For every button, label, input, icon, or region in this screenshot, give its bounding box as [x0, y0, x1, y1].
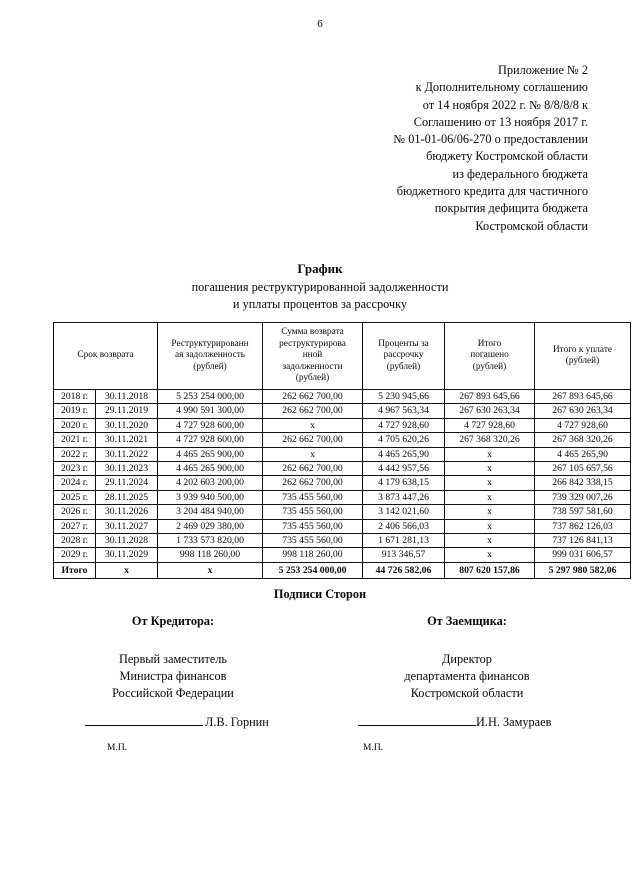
cell-total-payable: 737 126 841,13: [535, 534, 631, 548]
cell-year: 2018 г.: [54, 390, 96, 404]
cell-year: 2021 г.: [54, 433, 96, 447]
column-header-total-repaid-text: Итого погашено (рублей): [470, 338, 509, 372]
cell-date: 30.11.2028: [96, 534, 158, 548]
cell-date: 30.11.2023: [96, 462, 158, 476]
appendix-reference-block: [288, 62, 588, 235]
appendix-line: Приложение № 2: [497, 63, 588, 77]
cell-total-repaid: х: [445, 519, 535, 533]
borrower-role-line: Костромской области: [410, 686, 524, 700]
appendix-line: бюджетного кредита для частичного: [396, 184, 588, 199]
cell-interest: 5 230 945,66: [363, 390, 445, 404]
cell-restructured: 2 469 029 380,00: [158, 519, 263, 533]
creditor-signature-line: [85, 714, 269, 730]
table-body: [54, 390, 631, 579]
cell-interest: 3 142 021,60: [363, 505, 445, 519]
cell-total-repaid: х: [445, 505, 535, 519]
table-row: [54, 418, 631, 432]
table-header-row: [54, 323, 631, 390]
table-row: [54, 390, 631, 404]
table-row: [54, 433, 631, 447]
borrower-block: [352, 613, 582, 702]
cell-year: 2029 г.: [54, 548, 96, 562]
cell-restructured: 4 990 591 300,00: [158, 404, 263, 418]
cell-interest: 913 346,57: [363, 548, 445, 562]
cell-total-payable: 999 031 606,57: [535, 548, 631, 562]
table-total-row: [54, 562, 631, 578]
total-date: х: [96, 562, 158, 578]
borrower-signature-rule[interactable]: [358, 714, 476, 726]
cell-date: 29.11.2019: [96, 404, 158, 418]
total-interest: 44 726 582,06: [363, 562, 445, 578]
borrower-role-line: Директор: [442, 652, 492, 666]
subtitle-line: и уплаты процентов за рассрочку: [232, 297, 408, 311]
appendix-line: Костромской области: [475, 218, 588, 233]
subtitle-line: погашения реструктурированной задолженности: [191, 280, 449, 294]
table-row: [54, 462, 631, 476]
table-row: [54, 447, 631, 461]
appendix-line: от 14 ноября 2022 г. № 8/8/8/8 к: [422, 97, 588, 112]
cell-total-payable: 738 597 581,60: [535, 505, 631, 519]
cell-return-sum: 735 455 560,00: [263, 505, 363, 519]
column-header-total-payable: [535, 323, 631, 390]
cell-interest: 4 465 265,90: [363, 447, 445, 461]
cell-return-sum: 998 118 260,00: [263, 548, 363, 562]
creditor-block: [58, 613, 288, 702]
payment-schedule-table: [53, 322, 631, 579]
cell-restructured: 4 465 265 900,00: [158, 447, 263, 461]
column-header-restructured-text: Реструктурированн ая задолженность (рублей): [171, 338, 249, 372]
payment-schedule-table-wrap: [53, 322, 617, 579]
total-return-sum: 5 253 254 000,00: [263, 562, 363, 578]
cell-date: 30.11.2020: [96, 418, 158, 432]
cell-restructured: 1 733 573 820,00: [158, 534, 263, 548]
page-number: 6: [317, 18, 323, 30]
cell-total-repaid: х: [445, 462, 535, 476]
cell-year: 2019 г.: [54, 404, 96, 418]
table-row: [54, 548, 631, 562]
cell-total-payable: 267 368 320,26: [535, 433, 631, 447]
borrower-role: [352, 651, 582, 702]
cell-restructured: 4 202 603 200,00: [158, 476, 263, 490]
cell-year: 2020 г.: [54, 418, 96, 432]
total-payable: 5 297 980 582,06: [535, 562, 631, 578]
creditor-role-line: Министра финансов: [119, 669, 227, 683]
signatures-heading: Подписи Сторон: [273, 587, 367, 601]
creditor-role-line: Российской Федерации: [112, 686, 234, 700]
cell-total-repaid: 267 630 263,34: [445, 404, 535, 418]
document-subtitle: [0, 279, 640, 313]
column-header-restructured: [158, 323, 263, 390]
cell-interest: 4 727 928,60: [363, 418, 445, 432]
table-row: [54, 519, 631, 533]
cell-date: 30.11.2022: [96, 447, 158, 461]
cell-restructured: 4 465 265 900,00: [158, 462, 263, 476]
column-header-term: Срок возврата: [54, 323, 158, 390]
column-header-total-repaid: [445, 323, 535, 390]
appendix-line: из федерального бюджета: [452, 166, 588, 181]
appendix-line: № 01-01-06/06-270 о предоставлении: [393, 132, 588, 147]
cell-total-payable: 4 465 265,90: [535, 447, 631, 461]
cell-date: 30.11.2026: [96, 505, 158, 519]
cell-total-repaid: 267 893 645,66: [445, 390, 535, 404]
cell-return-sum: 262 662 700,00: [263, 476, 363, 490]
cell-date: 30.11.2027: [96, 519, 158, 533]
cell-restructured: 998 118 260,00: [158, 548, 263, 562]
cell-total-repaid: х: [445, 476, 535, 490]
cell-return-sum: 262 662 700,00: [263, 462, 363, 476]
cell-restructured: 4 727 928 600,00: [158, 418, 263, 432]
appendix-line: к Дополнительному соглашению: [415, 80, 588, 95]
cell-date: 30.11.2018: [96, 390, 158, 404]
cell-return-sum: 735 455 560,00: [263, 519, 363, 533]
table-row: [54, 404, 631, 418]
appendix-line: бюджету Костромской области: [426, 149, 588, 164]
cell-year: 2026 г.: [54, 505, 96, 519]
column-header-return-sum: [263, 323, 363, 390]
cell-interest: 4 442 957,56: [363, 462, 445, 476]
cell-date: 28.11.2025: [96, 490, 158, 504]
cell-total-repaid: х: [445, 534, 535, 548]
cell-interest: 4 705 620,26: [363, 433, 445, 447]
cell-year: 2027 г.: [54, 519, 96, 533]
cell-restructured: 4 727 928 600,00: [158, 433, 263, 447]
table-row: [54, 490, 631, 504]
column-header-total-payable-text: Итого к уплате (рублей): [552, 344, 613, 366]
cell-total-payable: 737 862 126,03: [535, 519, 631, 533]
cell-total-repaid: 267 368 320,26: [445, 433, 535, 447]
cell-interest: 4 967 563,34: [363, 404, 445, 418]
cell-total-repaid: 4 727 928,60: [445, 418, 535, 432]
total-repaid: 807 620 157,86: [445, 562, 535, 578]
creditor-role-line: Первый заместитель: [118, 652, 228, 666]
cell-total-payable: 266 842 338,15: [535, 476, 631, 490]
cell-total-payable: 4 727 928,60: [535, 418, 631, 432]
cell-restructured: 5 253 254 000,00: [158, 390, 263, 404]
cell-total-repaid: х: [445, 490, 535, 504]
cell-year: 2023 г.: [54, 462, 96, 476]
cell-total-payable: 267 893 645,66: [535, 390, 631, 404]
cell-interest: 2 406 566,03: [363, 519, 445, 533]
table-row: [54, 505, 631, 519]
cell-date: 29.11.2024: [96, 476, 158, 490]
cell-return-sum: х: [263, 447, 363, 461]
total-restructured: х: [158, 562, 263, 578]
creditor-name: Л.В. Горнин: [205, 715, 269, 729]
document-title: График: [297, 261, 343, 276]
borrower-role-line: департамента финансов: [404, 669, 530, 683]
creditor-stamp-mark: М.П.: [107, 743, 128, 753]
cell-interest: 4 179 638,15: [363, 476, 445, 490]
cell-date: 30.11.2021: [96, 433, 158, 447]
cell-total-payable: 739 329 007,26: [535, 490, 631, 504]
cell-return-sum: 262 662 700,00: [263, 404, 363, 418]
cell-year: 2025 г.: [54, 490, 96, 504]
cell-year: 2022 г.: [54, 447, 96, 461]
total-label: Итого: [54, 562, 96, 578]
cell-return-sum: 262 662 700,00: [263, 390, 363, 404]
appendix-line: Соглашению от 13 ноября 2017 г.: [413, 114, 588, 129]
borrower-name: И.Н. Замураев: [476, 715, 552, 729]
creditor-heading: От Кредитора:: [131, 614, 215, 628]
cell-interest: 3 873 447,26: [363, 490, 445, 504]
borrower-stamp-mark: М.П.: [363, 743, 384, 753]
cell-date: 30.11.2029: [96, 548, 158, 562]
cell-return-sum: 262 662 700,00: [263, 433, 363, 447]
cell-interest: 1 671 281,13: [363, 534, 445, 548]
cell-total-payable: 267 630 263,34: [535, 404, 631, 418]
cell-return-sum: 735 455 560,00: [263, 490, 363, 504]
borrower-signature-line: [358, 714, 551, 730]
column-header-interest: [363, 323, 445, 390]
cell-return-sum: 735 455 560,00: [263, 534, 363, 548]
table-row: [54, 534, 631, 548]
cell-year: 2028 г.: [54, 534, 96, 548]
creditor-signature-rule[interactable]: [85, 714, 203, 726]
cell-total-repaid: х: [445, 447, 535, 461]
borrower-heading: От Заемщика:: [427, 614, 507, 628]
cell-restructured: 3 939 940 500,00: [158, 490, 263, 504]
cell-restructured: 3 204 484 940,00: [158, 505, 263, 519]
table-header: [54, 323, 631, 390]
cell-total-repaid: х: [445, 548, 535, 562]
table-row: [54, 476, 631, 490]
cell-year: 2024 г.: [54, 476, 96, 490]
column-header-interest-text: Проценты за рассрочку (рублей): [378, 338, 429, 372]
cell-total-payable: 267 105 657,56: [535, 462, 631, 476]
column-header-return-sum-text: Сумма возврата реструктурирова нной задолженности (рублей): [279, 327, 346, 384]
cell-return-sum: х: [263, 418, 363, 432]
appendix-line: покрытия дефицита бюджета: [434, 201, 588, 216]
creditor-role: [58, 651, 288, 702]
